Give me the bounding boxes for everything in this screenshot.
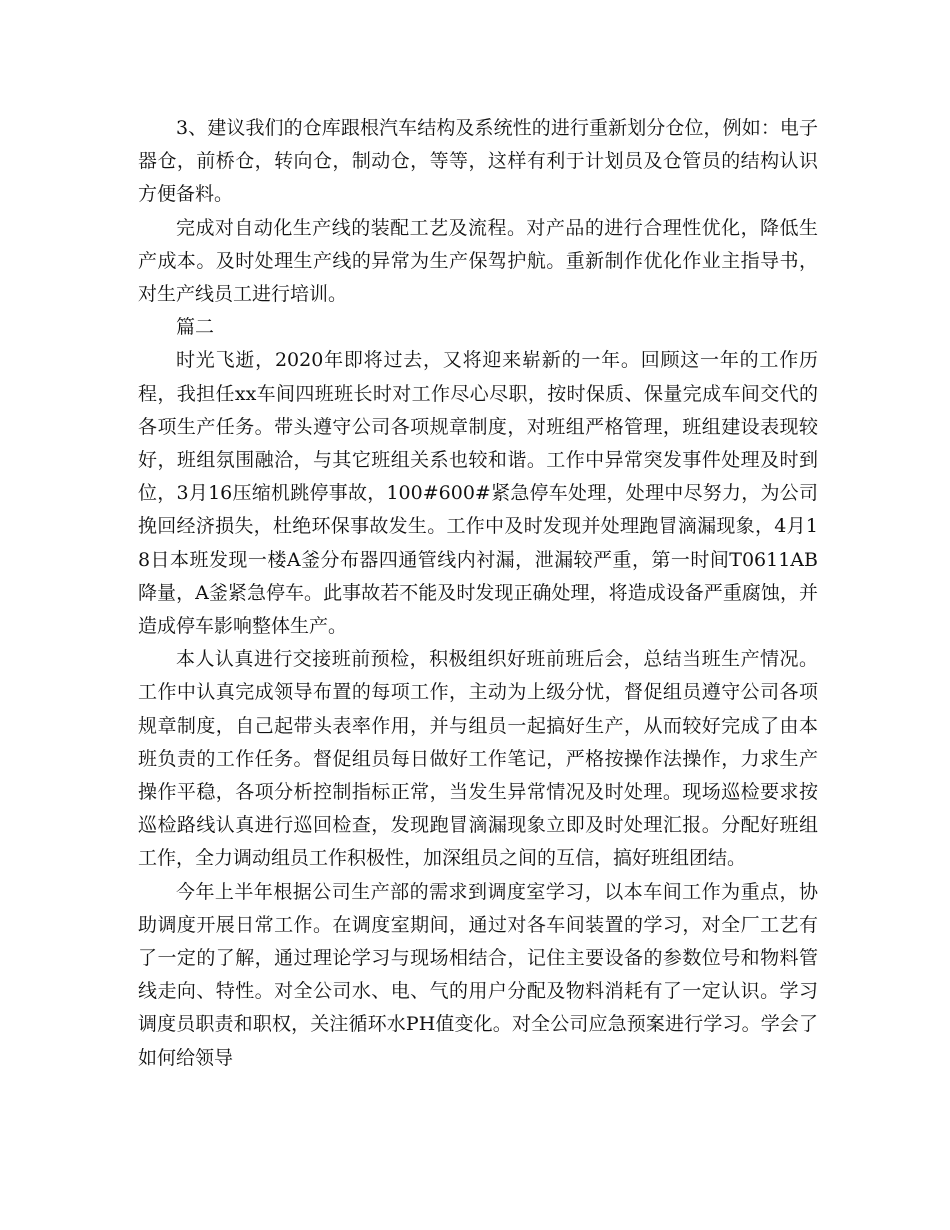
paragraph-year-review: 时光飞逝，2020年即将过去，又将迎来崭新的一年。回顾这一年的工作历程，我担任xx车间四班班长时对工作尽心尽职，按时保质、保量完成车间交代的各项生产任务。带头遵守公司各项规章制度，对班组严格管理，班组建设表现较好，班组氛围融洽，与其它班组关系也较和谐。工作中异常突发事件处理及时到位，3月16压缩机跳停事故，100#600#紧急停车处理，处理中尽努力，为公司挽回经济损失，杜绝环保事故发生。工作中及时发现并处理跑冒滴漏现象，4月18日本班发现一楼A釜分布器四通管线内衬漏，泄漏较严重，第一时间T0611AB降量，A釜紧急停车。此事故若不能及时发现正确处理，将造成设备严重腐蚀，并造成停车影响整体生产。 [138, 349, 818, 638]
paragraph-production-line: 完成对自动化生产线的装配工艺及流程。对产品的进行合理性优化，降低生产成本。及时处理生产线的异常为生产保驾护航。重新制作优化作业主指导书，对生产线员工进行培训。 [138, 216, 818, 306]
document-body [138, 112, 818, 1075]
paragraph-dispatch-study: 今年上半年根据公司生产部的需求到调度室学习，以本车间工作为重点，协助调度开展日常工作。在调度室期间，通过对各车间装置的学习，对全厂工艺有了一定的了解，通过理论学习与现场相结合，记住主要设备的参数位号和物料管线走向、特性。对全公司水、电、气的用户分配及物料消耗有了一定认识。学习调度员职责和职权，关注循环水PH值变化。对全公司应急预案进行学习。学会了如何给领导 [138, 880, 818, 1069]
section-heading: 篇二 [176, 316, 215, 339]
paragraph-shift-handover: 本人认真进行交接班前预检，积极组织好班前班后会，总结当班生产情况。工作中认真完成领导布置的每项工作，主动为上级分忧，督促组员遵守公司各项规章制度，自己起带头表率作用，并与组员一起搞好生产，从而较好完成了由本班负责的工作任务。督促组员每日做好工作笔记，严格按操作法操作，力求生产操作平稳，各项分析控制指标正常，当发生异常情况及时处理。现场巡检要求按巡检路线认真进行巡回检查，发现跑冒滴漏现象立即及时处理汇报。分配好班组工作，全力调动组员工作积极性，加深组员之间的互信，搞好班组团结。 [138, 648, 818, 870]
paragraph-warehouse-suggestion: 3、建议我们的仓库跟根汽车结构及系统性的进行重新划分仓位，例如：电子器仓，前桥仓，转向仓，制动仓，等等，这样有利于计划员及仓管员的结构认识方便备料。 [138, 117, 818, 206]
